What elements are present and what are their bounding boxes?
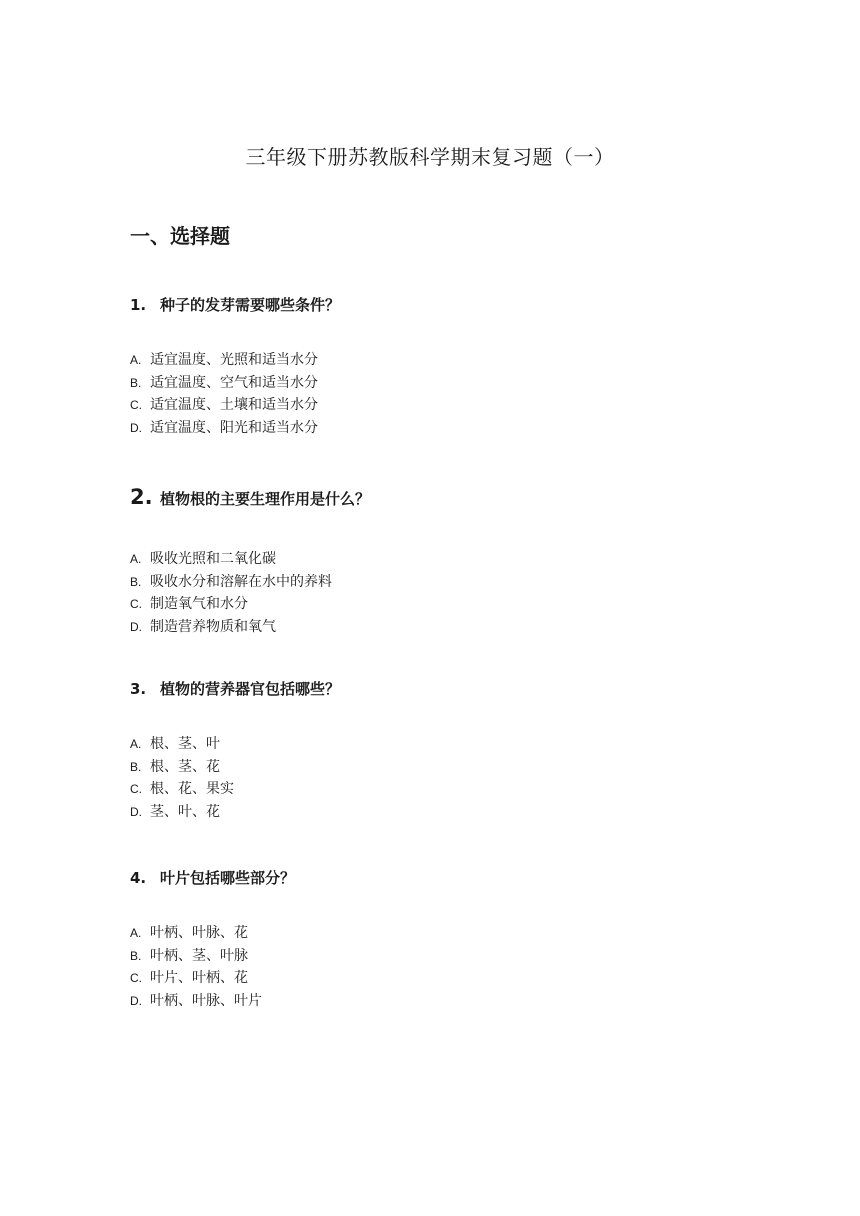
question-text: 叶片包括哪些部分？ — [160, 869, 296, 887]
option-letter: A. — [130, 353, 142, 367]
option-letter: B. — [130, 574, 142, 589]
option-c — [130, 778, 730, 801]
option-list — [130, 922, 730, 1012]
question-header — [130, 294, 730, 316]
question-4 — [130, 867, 730, 1012]
option-text: 适宜温度、土壤和适当水分 — [150, 397, 318, 413]
question-text: 植物的营养器官包括哪些？ — [160, 680, 341, 698]
option-text: 适宜温度、阳光和适当水分 — [150, 419, 318, 436]
option-letter: C. — [130, 398, 142, 412]
question-number: 2. — [130, 485, 153, 509]
option-letter: A. — [130, 552, 142, 566]
question-text: 种子的发芽需要哪些条件？ — [160, 296, 341, 314]
question-1 — [130, 294, 730, 439]
section-heading: 一、选择题 — [130, 224, 230, 248]
question-3 — [130, 678, 730, 823]
option-a — [130, 922, 730, 945]
option-c — [130, 593, 730, 616]
option-b — [130, 372, 730, 395]
option-text: 吸收水分和溶解在水中的养料 — [150, 573, 332, 590]
option-letter: D. — [130, 619, 142, 634]
option-letter: B. — [130, 759, 142, 774]
option-letter: A. — [130, 926, 142, 940]
option-text: 制造营养物质和氧气 — [150, 618, 276, 635]
option-c — [130, 394, 730, 417]
option-letter: C. — [130, 597, 142, 611]
question-number: 4. — [130, 869, 147, 887]
option-text: 叶片、叶柄、花 — [150, 970, 248, 986]
option-list — [130, 349, 730, 439]
option-letter: A. — [130, 737, 142, 751]
option-b — [130, 756, 730, 779]
option-list — [130, 548, 730, 638]
option-c — [130, 967, 730, 990]
option-d — [130, 616, 730, 639]
option-text: 适宜温度、光照和适当水分 — [150, 352, 318, 368]
option-b — [130, 945, 730, 968]
option-text: 制造氧气和水分 — [150, 596, 248, 612]
option-letter: D. — [130, 420, 142, 435]
option-text: 适宜温度、空气和适当水分 — [150, 374, 318, 391]
option-letter: D. — [130, 993, 142, 1008]
question-header — [130, 678, 730, 700]
option-a — [130, 548, 730, 571]
question-text: 植物根的主要生理作用是什么？ — [160, 490, 371, 508]
option-list — [130, 733, 730, 823]
option-letter: D. — [130, 804, 142, 819]
question-2 — [130, 486, 730, 638]
option-text: 根、花、果实 — [150, 781, 234, 797]
question-header — [130, 486, 730, 510]
option-text: 茎、叶、花 — [150, 803, 220, 820]
option-b — [130, 571, 730, 594]
question-number: 3. — [130, 680, 147, 698]
option-d — [130, 990, 730, 1013]
option-letter: C. — [130, 782, 142, 796]
option-text: 根、茎、叶 — [150, 736, 220, 752]
option-text: 吸收光照和二氧化碳 — [150, 551, 276, 567]
option-letter: B. — [130, 948, 142, 963]
option-text: 叶柄、茎、叶脉 — [150, 947, 248, 964]
option-d — [130, 417, 730, 440]
option-letter: C. — [130, 971, 142, 985]
question-header — [130, 867, 730, 889]
option-a — [130, 349, 730, 372]
document-title: 三年级下册苏教版科学期末复习题（一） — [245, 145, 615, 169]
question-number: 1. — [130, 296, 147, 314]
option-text: 叶柄、叶脉、叶片 — [150, 992, 262, 1009]
option-letter: B. — [130, 375, 142, 390]
option-a — [130, 733, 730, 756]
option-text: 根、茎、花 — [150, 758, 220, 775]
option-d — [130, 801, 730, 824]
option-text: 叶柄、叶脉、花 — [150, 925, 248, 941]
